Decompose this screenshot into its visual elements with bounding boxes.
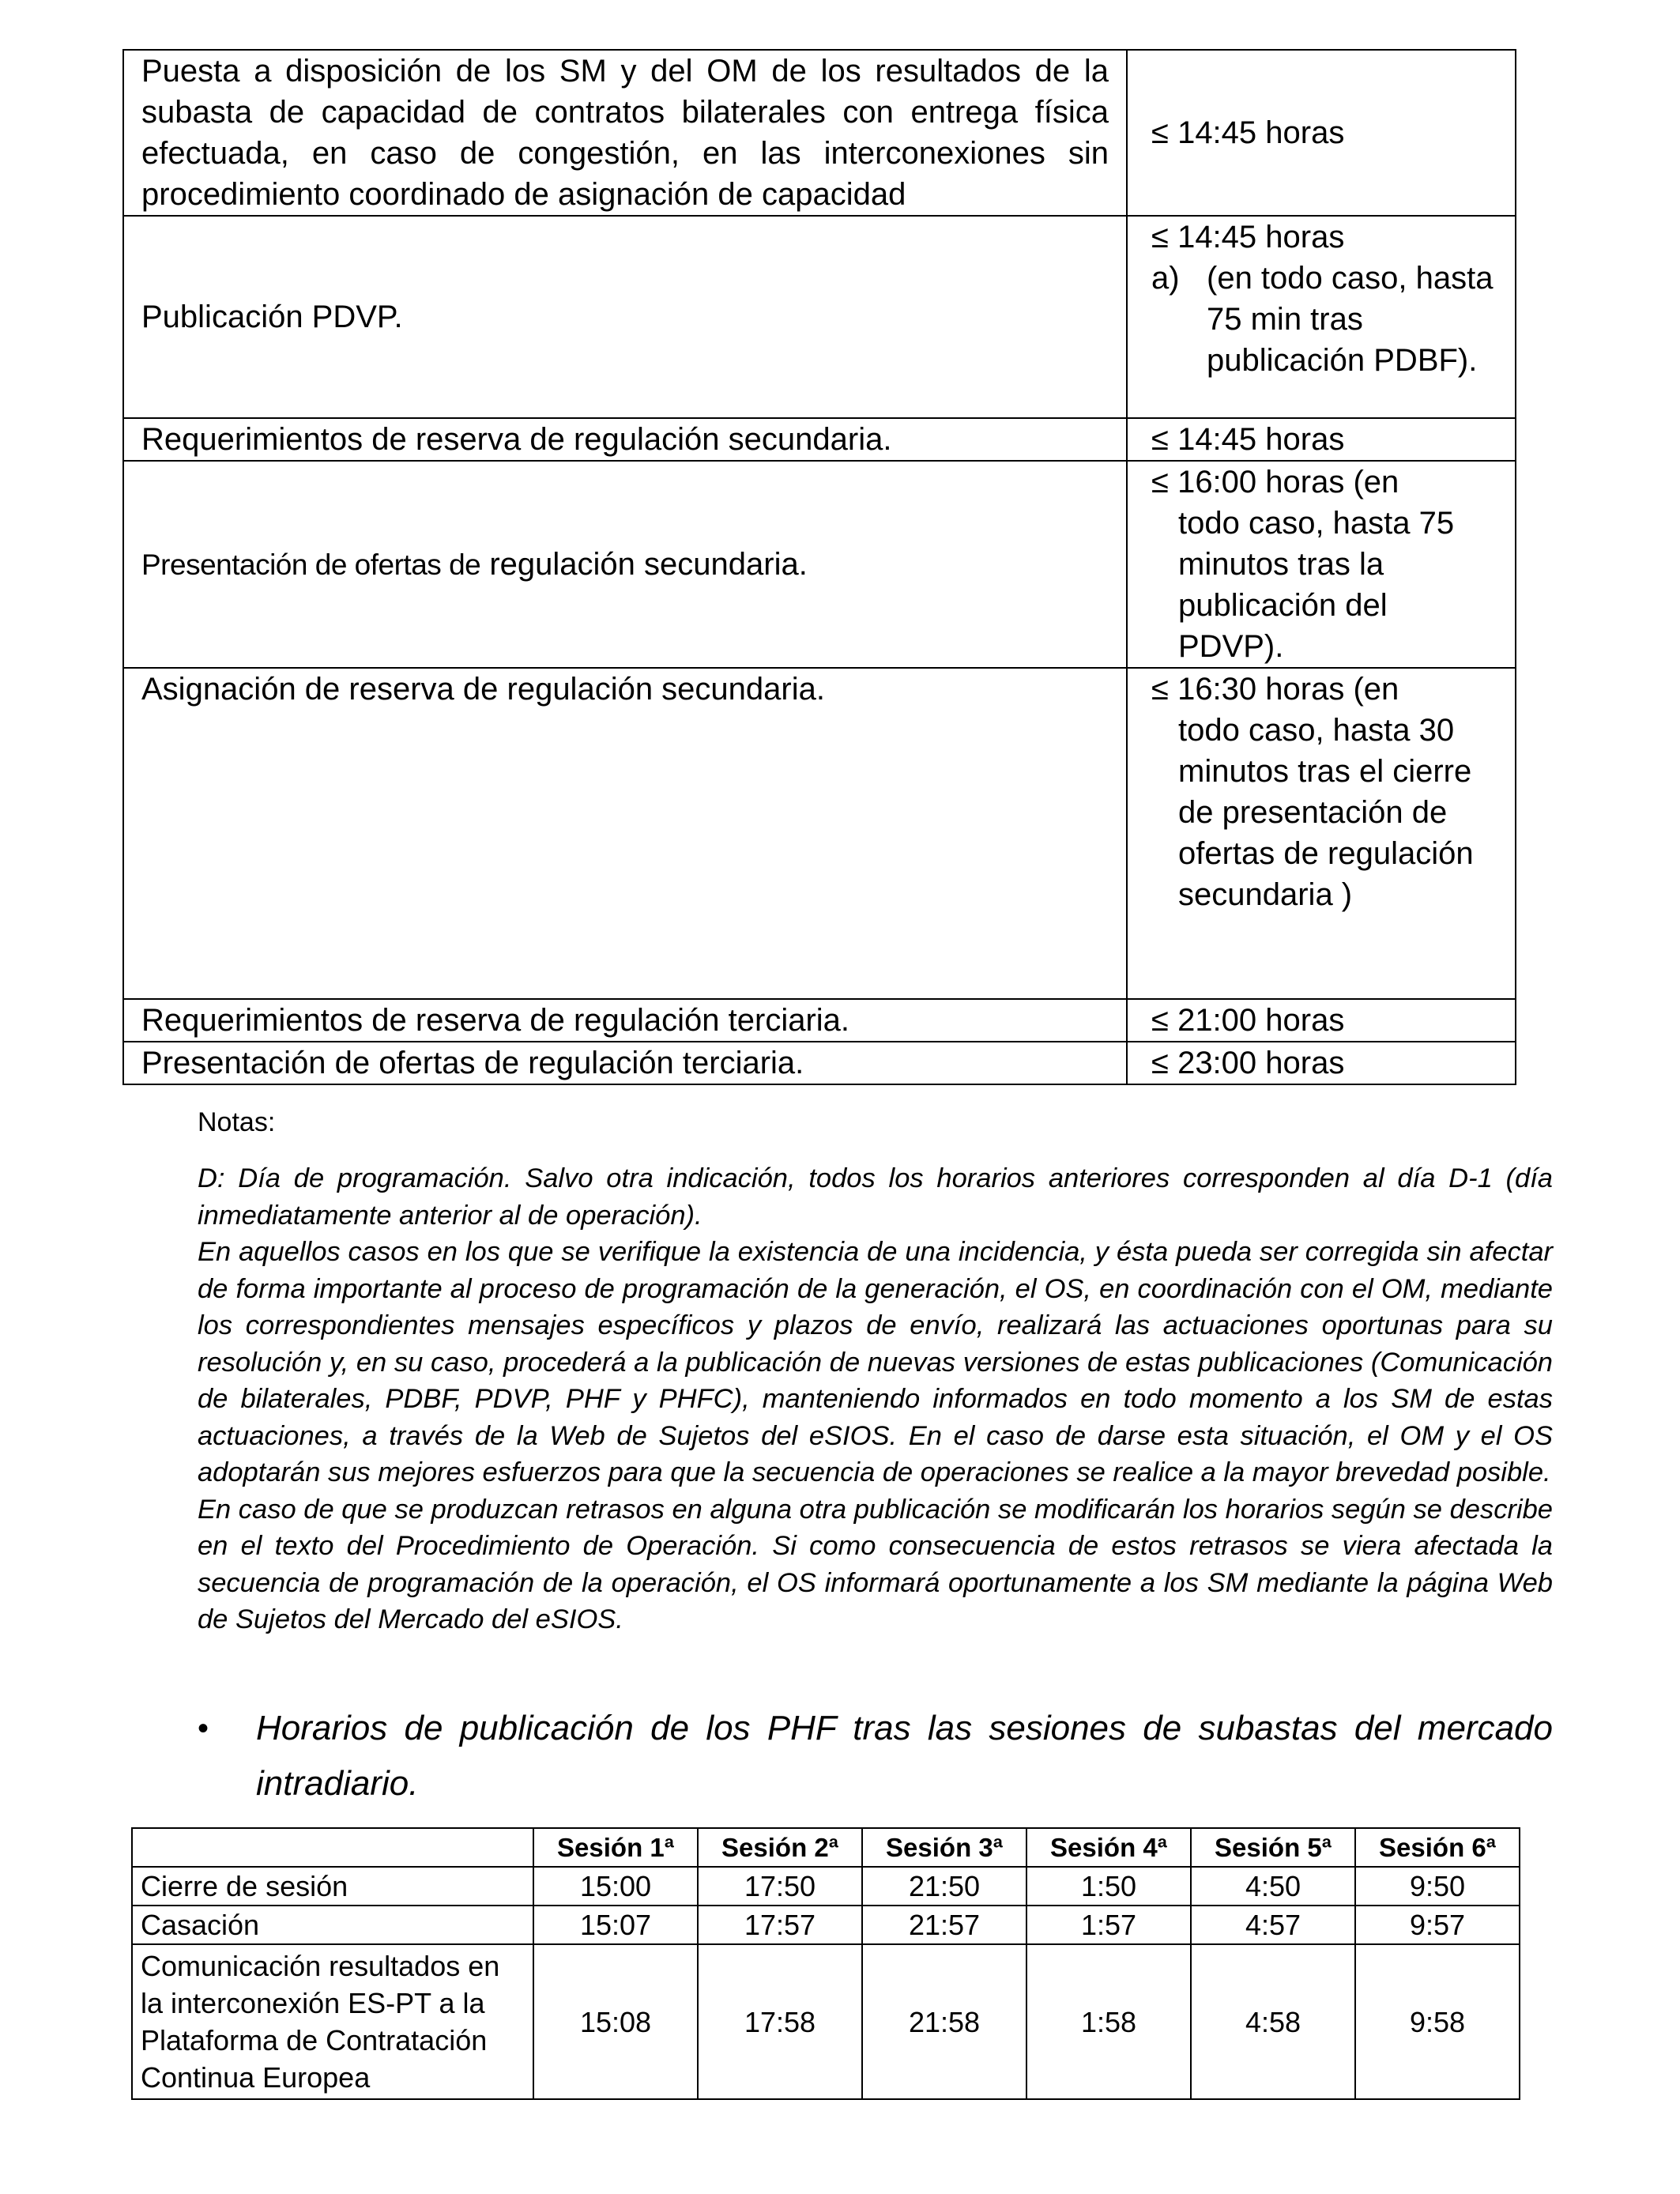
schedule-time: ≤ 16:30 horas (en: [1151, 672, 1399, 707]
table-cell: 21:57: [862, 1906, 1026, 1944]
table-cell: 4:57: [1191, 1906, 1355, 1944]
table-cell: 1:50: [1026, 1867, 1191, 1906]
schedule-time: ≤ 14:45 horas: [1127, 50, 1516, 216]
column-header: Sesión 3ª: [862, 1828, 1026, 1867]
schedule-time-cell: [1127, 216, 1516, 418]
schedule-activity: Requerimientos de reserva de regulación secundaria.: [123, 418, 1127, 461]
table-cell: 21:58: [862, 1944, 1026, 2099]
schedule-row: [123, 216, 1516, 418]
table-cell: 15:00: [533, 1867, 698, 1906]
table-row: [132, 1906, 1520, 1944]
sessions-header-row: [132, 1828, 1520, 1867]
schedule-row: [123, 668, 1516, 999]
table-cell: 17:58: [698, 1944, 862, 2099]
schedule-time-subitem: [1151, 258, 1497, 381]
schedule-activity: Presentación de ofertas de regulación terciaria.: [123, 1042, 1127, 1084]
schedule-row: [123, 999, 1516, 1042]
schedule-activity-cell: [123, 461, 1127, 668]
bullet-icon: •: [198, 1711, 209, 1746]
section-heading: [198, 1701, 1553, 1811]
table-cell: 9:58: [1355, 1944, 1520, 2099]
schedule-row: [123, 418, 1516, 461]
schedule-time-note: todo caso, hasta 75 minutos tras la publicación del PDVP).: [1178, 506, 1455, 664]
table-cell: 15:07: [533, 1906, 698, 1944]
table-cell: 9:57: [1355, 1906, 1520, 1944]
column-header: Sesión 4ª: [1026, 1828, 1191, 1867]
column-header: Sesión 1ª: [533, 1828, 698, 1867]
schedule-row: [123, 1042, 1516, 1084]
schedule-activity: Publicación PDVP.: [123, 216, 1127, 418]
schedule-time-note: todo caso, hasta 30 minutos tras el cierre de presentación de ofertas de regulación secundaria ): [1178, 713, 1474, 912]
schedule-time: ≤ 16:00 horas (en: [1151, 465, 1399, 499]
column-header: Sesión 6ª: [1355, 1828, 1520, 1867]
table-cell: 1:58: [1026, 1944, 1191, 2099]
table-row: [132, 1944, 1520, 2099]
schedule-activity: Presentación de ofertas de: [141, 548, 481, 581]
schedule-time-cell: [1127, 668, 1516, 999]
list-marker: a): [1151, 261, 1180, 296]
schedule-table: [122, 49, 1516, 1085]
schedule-row: [123, 461, 1516, 668]
section-heading-text: Horarios de publicación de los PHF tras las sesiones de subastas del mercado intradiario.: [256, 1709, 1553, 1803]
row-label: Casación: [132, 1906, 533, 1944]
schedule-activity: Asignación de reserva de regulación secundaria.: [123, 668, 1127, 999]
row-label: Comunicación resultados en la interconexión ES-PT a la Plataforma de Contratación Continua Europea: [132, 1944, 533, 2099]
notes-paragraph: En caso de que se produzcan retrasos en alguna otra publicación se modificarán los horarios según se describe en el texto del Procedimiento de Operación. Si como consecuencia de estos retrasos se viera afectada la secuencia de programación de la operación, el OS informará oportunamente a los SM mediante la página Web de Sujetos del Mercado del eSIOS.: [198, 1494, 1553, 1634]
schedule-activity: Requerimientos de reserva de regulación terciaria.: [123, 999, 1127, 1042]
table-cell: 4:58: [1191, 1944, 1355, 2099]
schedule-activity: Puesta a disposición de los SM y del OM de los resultados de la subasta de capacidad de contratos bilaterales con entrega física efectuada, en caso de congestión, en las interconexiones sin procedimiento coordinado de asignación de capacidad: [123, 50, 1127, 216]
column-header: Sesión 5ª: [1191, 1828, 1355, 1867]
schedule-time: ≤ 21:00 horas: [1127, 999, 1516, 1042]
schedule-time: ≤ 23:00 horas: [1127, 1042, 1516, 1084]
table-row: [132, 1867, 1520, 1906]
table-cell: 17:57: [698, 1906, 862, 1944]
notes-body: [198, 1160, 1553, 1638]
notes-paragraph: D: Día de programación. Salvo otra indicación, todos los horarios anteriores corresponden al día D-1 (día inmediatamente anterior al de operación).: [198, 1163, 1553, 1231]
column-header: Sesión 2ª: [698, 1828, 862, 1867]
sessions-table: [131, 1827, 1520, 2100]
schedule-time: ≤ 14:45 horas: [1127, 418, 1516, 461]
column-header: [132, 1828, 533, 1867]
notes-paragraph: En aquellos casos en los que se verifique la existencia de una incidencia, y ésta pueda ser corregida sin afectar de forma importante al proceso de programación de la generación, el OS, en coordinación con el OM, mediante los correspondientes mensajes específicos y plazos de envío, realizará las actuaciones oportunas para su resolución y, en su caso, procederá a la publicación de nuevas versiones de estas publicaciones (Comunicación de bilaterales, PDBF, PDVP, PHF y PHFC), manteniendo informados en todo momento a los SM de estas actuaciones, a través de la Web de Sujetos del eSIOS. En el caso de darse esta situación, el OM y el OS adoptarán sus mejores esfuerzos para que la secuencia de operaciones se realice a la mayor brevedad posible.: [198, 1237, 1553, 1487]
table-cell: 9:50: [1355, 1867, 1520, 1906]
schedule-time-note: (en todo caso, hasta 75 min tras publicación PDBF).: [1207, 261, 1494, 378]
row-label: Cierre de sesión: [132, 1867, 533, 1906]
table-cell: 1:57: [1026, 1906, 1191, 1944]
schedule-row: [123, 50, 1516, 216]
table-cell: 4:50: [1191, 1867, 1355, 1906]
schedule-activity: regulación secundaria.: [480, 546, 808, 582]
table-cell: 21:50: [862, 1867, 1026, 1906]
schedule-time-cell: [1127, 461, 1516, 668]
table-cell: 15:08: [533, 1944, 698, 2099]
table-cell: 17:50: [698, 1867, 862, 1906]
notes-title: Notas:: [198, 1107, 276, 1137]
schedule-time: ≤ 14:45 horas: [1151, 220, 1345, 254]
